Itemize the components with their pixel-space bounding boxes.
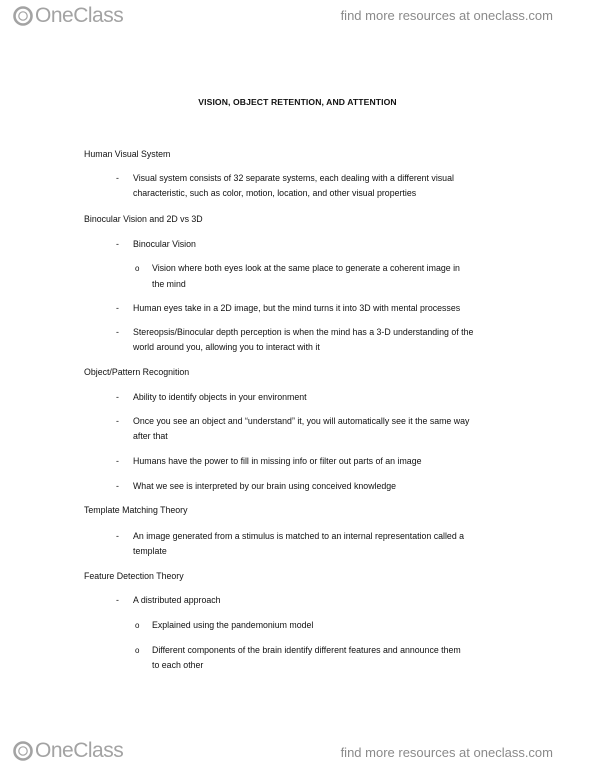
section-heading: Template Matching Theory bbox=[84, 505, 188, 515]
bullet-circle: o bbox=[135, 621, 140, 630]
bullet-dash: - bbox=[116, 456, 119, 466]
bullet-text: Binocular Vision bbox=[133, 239, 196, 249]
sub-bullet-text: Different components of the brain identify different features and announce them bbox=[152, 645, 461, 655]
bullet-dash: - bbox=[116, 531, 119, 541]
bullet-text: after that bbox=[133, 431, 168, 441]
bullet-dash: - bbox=[116, 416, 119, 426]
section-heading: Object/Pattern Recognition bbox=[84, 367, 190, 377]
section-heading: Feature Detection Theory bbox=[84, 571, 184, 581]
bullet-text: Ability to identify objects in your environment bbox=[133, 392, 307, 402]
bullet-dash: - bbox=[116, 303, 119, 313]
bullet-text: template bbox=[133, 546, 167, 556]
oneclass-o-icon bbox=[12, 5, 34, 27]
bullet-text: A distributed approach bbox=[133, 595, 221, 605]
oneclass-o-icon bbox=[12, 740, 34, 762]
bullet-text: characteristic, such as color, motion, location, and other visual properties bbox=[133, 188, 417, 198]
bullet-text: Once you see an object and “understand” it, you will automatically see it the same way bbox=[133, 416, 470, 426]
document-title: VISION, OBJECT RETENTION, AND ATTENTION bbox=[198, 97, 397, 107]
bullet-dash: - bbox=[116, 595, 119, 605]
bullet-text: Stereopsis/Binocular depth perception is when the mind has a 3-D understanding of the bbox=[133, 327, 474, 337]
bullet-dash: - bbox=[116, 481, 119, 491]
header-tagline-link[interactable]: find more resources at oneclass.com bbox=[340, 8, 553, 23]
bullet-text: world around you, allowing you to interact with it bbox=[133, 342, 320, 352]
logo-text: OneClass bbox=[35, 739, 124, 762]
sub-bullet-text: the mind bbox=[152, 279, 186, 289]
bullet-text: Visual system consists of 32 separate systems, each dealing with a different visual bbox=[133, 173, 454, 183]
section-heading: Binocular Vision and 2D vs 3D bbox=[84, 214, 203, 224]
bullet-text: What we see is interpreted by our brain using conceived knowledge bbox=[133, 481, 397, 491]
footer-tagline-link[interactable]: find more resources at oneclass.com bbox=[340, 745, 553, 760]
oneclass-logo[interactable] bbox=[12, 5, 123, 27]
bullet-dash: - bbox=[116, 392, 119, 402]
bullet-text: Humans have the power to fill in missing info or filter out parts of an image bbox=[133, 456, 422, 466]
sub-bullet-text: Explained using the pandemonium model bbox=[152, 620, 314, 630]
section-heading: Human Visual System bbox=[84, 149, 171, 159]
bullet-text: Human eyes take in a 2D image, but the mind turns it into 3D with mental processes bbox=[133, 303, 461, 313]
bullet-dash: - bbox=[116, 173, 119, 183]
oneclass-logo-footer[interactable] bbox=[12, 740, 123, 762]
sub-bullet-text: to each other bbox=[152, 660, 204, 670]
bullet-text: An image generated from a stimulus is matched to an internal representation called a bbox=[133, 531, 465, 541]
sub-bullet-text: Vision where both eyes look at the same place to generate a coherent image in bbox=[152, 263, 460, 273]
bullet-circle: o bbox=[135, 646, 140, 655]
bullet-dash: - bbox=[116, 327, 119, 337]
bullet-dash: - bbox=[116, 239, 119, 249]
bullet-circle: o bbox=[135, 264, 140, 273]
logo-text: OneClass bbox=[35, 4, 124, 27]
